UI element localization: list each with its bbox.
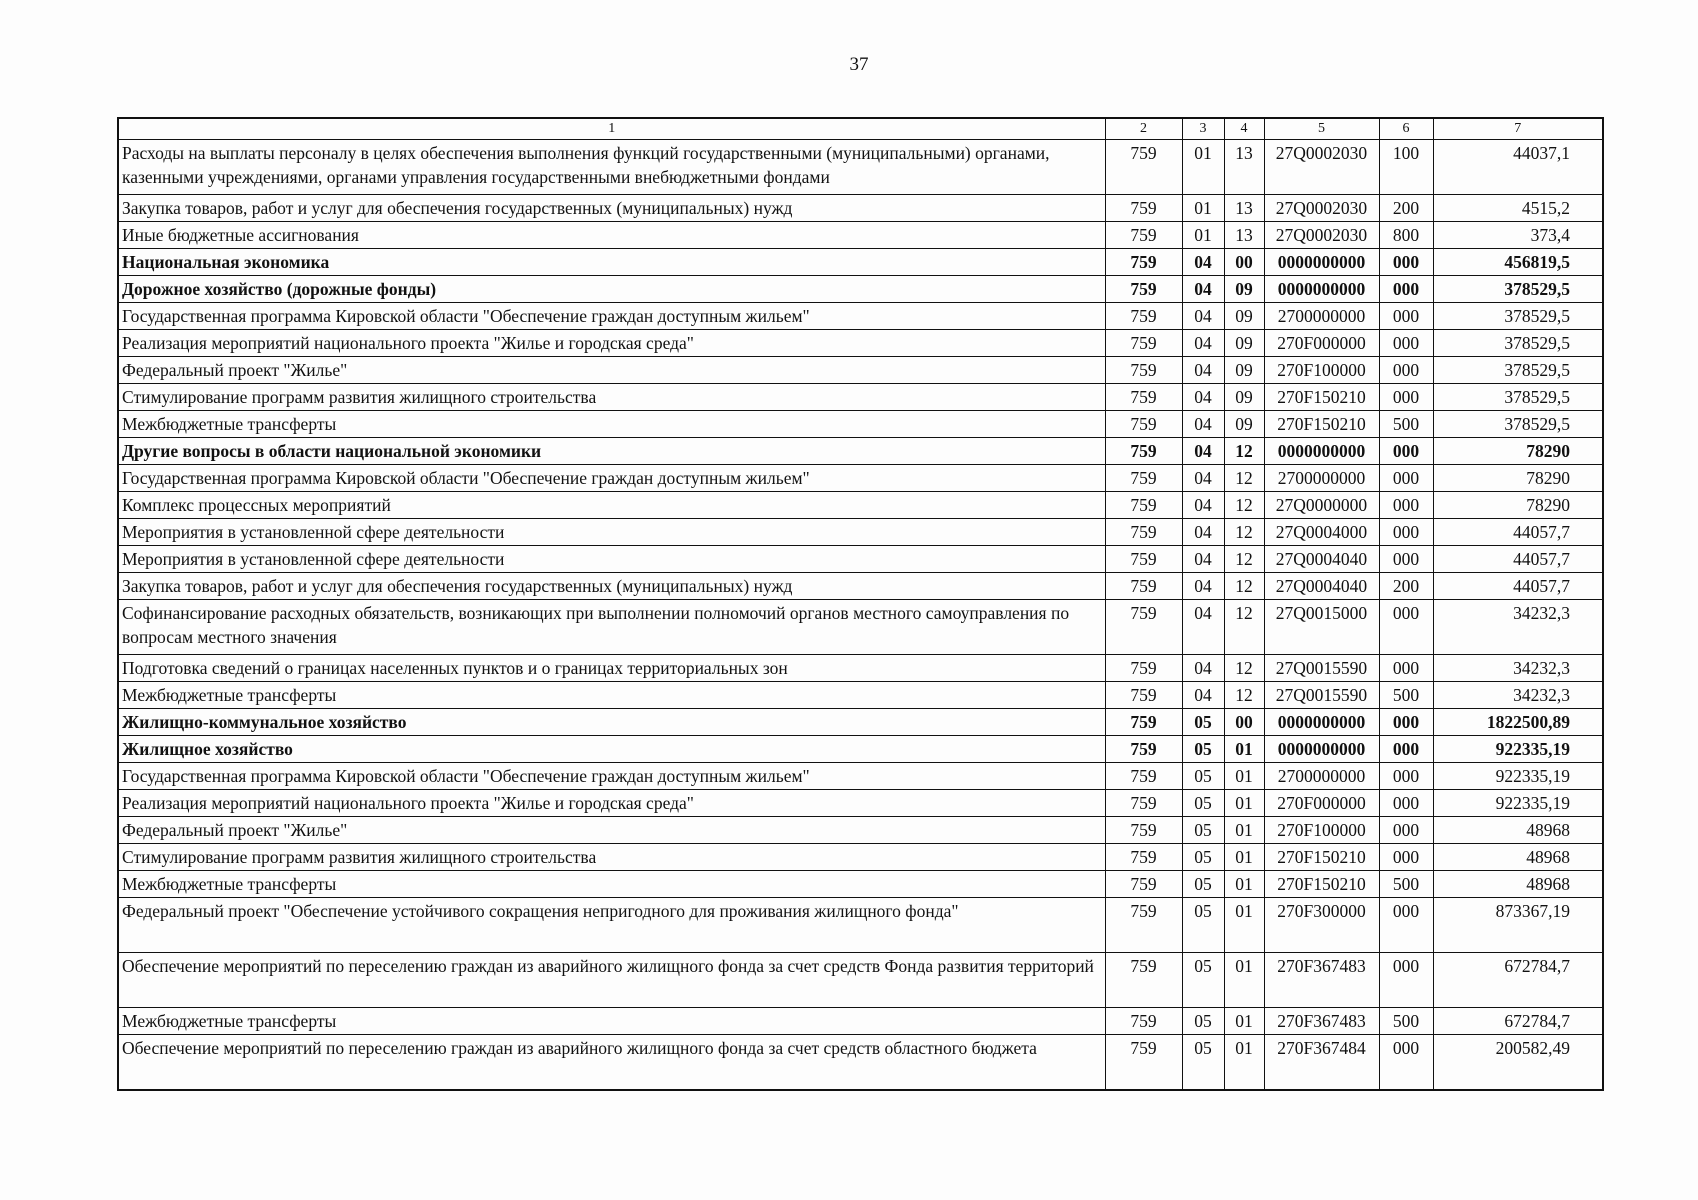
row-col7-cell: 873367,19 xyxy=(1433,898,1603,953)
row-col2-cell: 759 xyxy=(1105,303,1182,330)
header-col-7: 7 xyxy=(1433,118,1603,140)
row-col6-cell: 000 xyxy=(1379,357,1433,384)
table-row xyxy=(118,438,1603,465)
row-col4-cell: 12 xyxy=(1224,682,1264,709)
row-name-cell: Государственная программа Кировской области "Обеспечение граждан доступным жильем" xyxy=(118,465,1105,492)
row-col2-cell: 759 xyxy=(1105,763,1182,790)
row-col5-cell: 270F300000 xyxy=(1264,898,1379,953)
table-row xyxy=(118,817,1603,844)
row-col2-cell: 759 xyxy=(1105,871,1182,898)
row-col5-cell: 0000000000 xyxy=(1264,249,1379,276)
row-name-cell: Комплекс процессных мероприятий xyxy=(118,492,1105,519)
row-col7-cell: 922335,19 xyxy=(1433,736,1603,763)
row-name-cell: Софинансирование расходных обязательств, возникающих при выполнении полномочий органов местного самоуправления по вопросам местного значения xyxy=(118,600,1105,655)
table-row xyxy=(118,655,1603,682)
table-row xyxy=(118,573,1603,600)
row-col3-cell: 05 xyxy=(1182,790,1224,817)
row-name-cell: Расходы на выплаты персоналу в целях обеспечения выполнения функций государственными (муниципальными) органами, казенными учреждениями, органами управления государственными внебюджетными фондами xyxy=(118,140,1105,195)
row-name-cell: Межбюджетные трансферты xyxy=(118,871,1105,898)
row-col5-cell: 27Q0004000 xyxy=(1264,519,1379,546)
row-col4-cell: 12 xyxy=(1224,465,1264,492)
row-col2-cell: 759 xyxy=(1105,682,1182,709)
row-col7-cell: 200582,49 xyxy=(1433,1035,1603,1091)
row-col3-cell: 05 xyxy=(1182,953,1224,1008)
row-col7-cell: 78290 xyxy=(1433,438,1603,465)
row-col3-cell: 04 xyxy=(1182,411,1224,438)
row-col7-cell: 378529,5 xyxy=(1433,276,1603,303)
row-col7-cell: 922335,19 xyxy=(1433,790,1603,817)
table-row xyxy=(118,249,1603,276)
row-col4-cell: 01 xyxy=(1224,736,1264,763)
row-col2-cell: 759 xyxy=(1105,140,1182,195)
row-col7-cell: 34232,3 xyxy=(1433,655,1603,682)
row-col7-cell: 34232,3 xyxy=(1433,682,1603,709)
row-col4-cell: 01 xyxy=(1224,898,1264,953)
header-row xyxy=(118,118,1603,140)
row-col5-cell: 2700000000 xyxy=(1264,465,1379,492)
page-number: 37 xyxy=(849,54,869,75)
row-name-cell: Реализация мероприятий национального проекта "Жилье и городская среда" xyxy=(118,790,1105,817)
budget-table xyxy=(117,117,1604,1091)
table-row xyxy=(118,465,1603,492)
row-col6-cell: 000 xyxy=(1379,953,1433,1008)
table-row xyxy=(118,1008,1603,1035)
row-col4-cell: 09 xyxy=(1224,303,1264,330)
row-col4-cell: 09 xyxy=(1224,330,1264,357)
row-col3-cell: 05 xyxy=(1182,763,1224,790)
row-col2-cell: 759 xyxy=(1105,600,1182,655)
row-col5-cell: 270F000000 xyxy=(1264,330,1379,357)
row-col7-cell: 672784,7 xyxy=(1433,953,1603,1008)
row-col7-cell: 378529,5 xyxy=(1433,357,1603,384)
row-col5-cell: 27Q0015590 xyxy=(1264,682,1379,709)
row-col5-cell: 270F100000 xyxy=(1264,817,1379,844)
row-col6-cell: 000 xyxy=(1379,709,1433,736)
row-col3-cell: 04 xyxy=(1182,655,1224,682)
row-name-cell: Стимулирование программ развития жилищного строительства xyxy=(118,384,1105,411)
row-col3-cell: 04 xyxy=(1182,682,1224,709)
row-col4-cell: 13 xyxy=(1224,195,1264,222)
row-col7-cell: 672784,7 xyxy=(1433,1008,1603,1035)
row-col6-cell: 500 xyxy=(1379,1008,1433,1035)
row-col6-cell: 200 xyxy=(1379,195,1433,222)
row-name-cell: Мероприятия в установленной сфере деятельности xyxy=(118,519,1105,546)
table-row xyxy=(118,276,1603,303)
row-col6-cell: 000 xyxy=(1379,465,1433,492)
table-row xyxy=(118,898,1603,953)
row-col7-cell: 456819,5 xyxy=(1433,249,1603,276)
row-name-cell: Реализация мероприятий национального проекта "Жилье и городская среда" xyxy=(118,330,1105,357)
row-col3-cell: 05 xyxy=(1182,871,1224,898)
row-name-cell: Закупка товаров, работ и услуг для обеспечения государственных (муниципальных) нужд xyxy=(118,573,1105,600)
row-col5-cell: 27Q0004040 xyxy=(1264,546,1379,573)
row-name-cell: Межбюджетные трансферты xyxy=(118,682,1105,709)
row-col4-cell: 13 xyxy=(1224,140,1264,195)
row-col4-cell: 12 xyxy=(1224,546,1264,573)
row-name-cell: Федеральный проект "Жилье" xyxy=(118,357,1105,384)
row-col2-cell: 759 xyxy=(1105,222,1182,249)
table-row xyxy=(118,222,1603,249)
row-name-cell: Межбюджетные трансферты xyxy=(118,1008,1105,1035)
table-body xyxy=(118,140,1603,1091)
row-col6-cell: 000 xyxy=(1379,817,1433,844)
row-col6-cell: 000 xyxy=(1379,492,1433,519)
row-col3-cell: 05 xyxy=(1182,736,1224,763)
row-col5-cell: 270F000000 xyxy=(1264,790,1379,817)
row-col4-cell: 09 xyxy=(1224,411,1264,438)
table-row xyxy=(118,871,1603,898)
row-col3-cell: 04 xyxy=(1182,330,1224,357)
row-col3-cell: 01 xyxy=(1182,140,1224,195)
row-col2-cell: 759 xyxy=(1105,384,1182,411)
row-col3-cell: 04 xyxy=(1182,384,1224,411)
row-col2-cell: 759 xyxy=(1105,953,1182,1008)
table-row xyxy=(118,546,1603,573)
budget-table-container xyxy=(117,117,1602,1091)
row-col5-cell: 27Q0002030 xyxy=(1264,140,1379,195)
row-col7-cell: 373,4 xyxy=(1433,222,1603,249)
row-col5-cell: 2700000000 xyxy=(1264,303,1379,330)
row-col3-cell: 05 xyxy=(1182,844,1224,871)
row-col2-cell: 759 xyxy=(1105,655,1182,682)
table-row xyxy=(118,384,1603,411)
row-col3-cell: 05 xyxy=(1182,709,1224,736)
table-row xyxy=(118,844,1603,871)
row-col2-cell: 759 xyxy=(1105,1035,1182,1091)
table-row xyxy=(118,790,1603,817)
row-col4-cell: 12 xyxy=(1224,438,1264,465)
row-col6-cell: 000 xyxy=(1379,600,1433,655)
row-col3-cell: 04 xyxy=(1182,600,1224,655)
row-col5-cell: 27Q0015590 xyxy=(1264,655,1379,682)
row-col2-cell: 759 xyxy=(1105,330,1182,357)
row-col7-cell: 34232,3 xyxy=(1433,600,1603,655)
row-col6-cell: 500 xyxy=(1379,411,1433,438)
table-row xyxy=(118,682,1603,709)
header-col-2: 2 xyxy=(1105,118,1182,140)
row-col7-cell: 78290 xyxy=(1433,465,1603,492)
row-col6-cell: 000 xyxy=(1379,1035,1433,1091)
row-col7-cell: 78290 xyxy=(1433,492,1603,519)
row-name-cell: Мероприятия в установленной сфере деятельности xyxy=(118,546,1105,573)
row-col5-cell: 2700000000 xyxy=(1264,763,1379,790)
row-col2-cell: 759 xyxy=(1105,573,1182,600)
row-col5-cell: 27Q0000000 xyxy=(1264,492,1379,519)
row-col2-cell: 759 xyxy=(1105,195,1182,222)
row-col2-cell: 759 xyxy=(1105,736,1182,763)
row-col2-cell: 759 xyxy=(1105,709,1182,736)
row-col4-cell: 12 xyxy=(1224,600,1264,655)
row-col5-cell: 0000000000 xyxy=(1264,438,1379,465)
row-col5-cell: 270F150210 xyxy=(1264,411,1379,438)
row-col4-cell: 12 xyxy=(1224,492,1264,519)
header-col-6: 6 xyxy=(1379,118,1433,140)
row-col3-cell: 04 xyxy=(1182,519,1224,546)
row-col4-cell: 09 xyxy=(1224,384,1264,411)
row-col6-cell: 000 xyxy=(1379,763,1433,790)
row-name-cell: Жилищно-коммунальное хозяйство xyxy=(118,709,1105,736)
row-col2-cell: 759 xyxy=(1105,411,1182,438)
row-col3-cell: 04 xyxy=(1182,249,1224,276)
row-col6-cell: 000 xyxy=(1379,249,1433,276)
row-col6-cell: 000 xyxy=(1379,303,1433,330)
table-row xyxy=(118,953,1603,1008)
row-col3-cell: 05 xyxy=(1182,817,1224,844)
header-col-3: 3 xyxy=(1182,118,1224,140)
row-col2-cell: 759 xyxy=(1105,844,1182,871)
row-col6-cell: 000 xyxy=(1379,790,1433,817)
row-col2-cell: 759 xyxy=(1105,249,1182,276)
row-col3-cell: 04 xyxy=(1182,357,1224,384)
row-col6-cell: 000 xyxy=(1379,276,1433,303)
row-col6-cell: 100 xyxy=(1379,140,1433,195)
row-name-cell: Государственная программа Кировской области "Обеспечение граждан доступным жильем" xyxy=(118,303,1105,330)
row-col7-cell: 44057,7 xyxy=(1433,546,1603,573)
row-col4-cell: 01 xyxy=(1224,790,1264,817)
row-col5-cell: 270F367484 xyxy=(1264,1035,1379,1091)
row-col2-cell: 759 xyxy=(1105,492,1182,519)
row-col2-cell: 759 xyxy=(1105,790,1182,817)
table-row xyxy=(118,411,1603,438)
row-col3-cell: 05 xyxy=(1182,1008,1224,1035)
row-col4-cell: 09 xyxy=(1224,357,1264,384)
row-col7-cell: 44037,1 xyxy=(1433,140,1603,195)
row-col2-cell: 759 xyxy=(1105,817,1182,844)
table-row xyxy=(118,709,1603,736)
row-name-cell: Федеральный проект "Обеспечение устойчивого сокращения непригодного для проживания жилищного фонда" xyxy=(118,898,1105,953)
row-col6-cell: 000 xyxy=(1379,330,1433,357)
row-name-cell: Закупка товаров, работ и услуг для обеспечения государственных (муниципальных) нужд xyxy=(118,195,1105,222)
row-col2-cell: 759 xyxy=(1105,357,1182,384)
row-col4-cell: 01 xyxy=(1224,1035,1264,1091)
row-col4-cell: 01 xyxy=(1224,844,1264,871)
row-name-cell: Обеспечение мероприятий по переселению граждан из аварийного жилищного фонда за счет средств областного бюджета xyxy=(118,1035,1105,1091)
row-name-cell: Иные бюджетные ассигнования xyxy=(118,222,1105,249)
row-col7-cell: 922335,19 xyxy=(1433,763,1603,790)
header-col-1: 1 xyxy=(118,118,1105,140)
row-col2-cell: 759 xyxy=(1105,465,1182,492)
row-col3-cell: 04 xyxy=(1182,546,1224,573)
row-name-cell: Государственная программа Кировской области "Обеспечение граждан доступным жильем" xyxy=(118,763,1105,790)
row-col3-cell: 01 xyxy=(1182,195,1224,222)
row-col4-cell: 01 xyxy=(1224,953,1264,1008)
row-col2-cell: 759 xyxy=(1105,546,1182,573)
row-col3-cell: 04 xyxy=(1182,438,1224,465)
row-col4-cell: 01 xyxy=(1224,871,1264,898)
row-col5-cell: 270F367483 xyxy=(1264,1008,1379,1035)
header-col-4: 4 xyxy=(1224,118,1264,140)
table-row xyxy=(118,195,1603,222)
row-name-cell: Стимулирование программ развития жилищного строительства xyxy=(118,844,1105,871)
row-col4-cell: 01 xyxy=(1224,763,1264,790)
row-name-cell: Другие вопросы в области национальной экономики xyxy=(118,438,1105,465)
row-name-cell: Дорожное хозяйство (дорожные фонды) xyxy=(118,276,1105,303)
row-col2-cell: 759 xyxy=(1105,438,1182,465)
row-name-cell: Подготовка сведений о границах населенных пунктов и о границах территориальных зон xyxy=(118,655,1105,682)
row-col3-cell: 05 xyxy=(1182,898,1224,953)
row-col4-cell: 12 xyxy=(1224,655,1264,682)
row-col7-cell: 4515,2 xyxy=(1433,195,1603,222)
row-col7-cell: 48968 xyxy=(1433,871,1603,898)
row-col2-cell: 759 xyxy=(1105,519,1182,546)
row-col5-cell: 270F150210 xyxy=(1264,384,1379,411)
row-col7-cell: 48968 xyxy=(1433,817,1603,844)
row-col3-cell: 04 xyxy=(1182,573,1224,600)
row-col7-cell: 378529,5 xyxy=(1433,411,1603,438)
row-col3-cell: 04 xyxy=(1182,492,1224,519)
row-col4-cell: 01 xyxy=(1224,1008,1264,1035)
row-col6-cell: 000 xyxy=(1379,438,1433,465)
row-col7-cell: 48968 xyxy=(1433,844,1603,871)
table-row xyxy=(118,140,1603,195)
row-col3-cell: 01 xyxy=(1182,222,1224,249)
table-row xyxy=(118,330,1603,357)
row-col5-cell: 0000000000 xyxy=(1264,276,1379,303)
row-col5-cell: 27Q0002030 xyxy=(1264,195,1379,222)
table-row xyxy=(118,736,1603,763)
row-col5-cell: 27Q0002030 xyxy=(1264,222,1379,249)
row-name-cell: Федеральный проект "Жилье" xyxy=(118,817,1105,844)
row-col7-cell: 378529,5 xyxy=(1433,303,1603,330)
row-col6-cell: 000 xyxy=(1379,844,1433,871)
row-col5-cell: 270F150210 xyxy=(1264,844,1379,871)
row-name-cell: Жилищное хозяйство xyxy=(118,736,1105,763)
row-col7-cell: 44057,7 xyxy=(1433,519,1603,546)
row-col6-cell: 800 xyxy=(1379,222,1433,249)
row-col2-cell: 759 xyxy=(1105,898,1182,953)
table-row xyxy=(118,303,1603,330)
row-col7-cell: 378529,5 xyxy=(1433,384,1603,411)
row-col4-cell: 01 xyxy=(1224,817,1264,844)
row-col6-cell: 000 xyxy=(1379,384,1433,411)
row-col6-cell: 000 xyxy=(1379,519,1433,546)
table-row xyxy=(118,492,1603,519)
row-col7-cell: 1822500,89 xyxy=(1433,709,1603,736)
row-col5-cell: 0000000000 xyxy=(1264,709,1379,736)
row-col4-cell: 13 xyxy=(1224,222,1264,249)
table-row xyxy=(118,357,1603,384)
row-col7-cell: 44057,7 xyxy=(1433,573,1603,600)
table-row xyxy=(118,763,1603,790)
row-col4-cell: 12 xyxy=(1224,573,1264,600)
row-col5-cell: 0000000000 xyxy=(1264,736,1379,763)
row-col3-cell: 04 xyxy=(1182,303,1224,330)
row-col5-cell: 27Q0015000 xyxy=(1264,600,1379,655)
row-col4-cell: 00 xyxy=(1224,709,1264,736)
row-col7-cell: 378529,5 xyxy=(1433,330,1603,357)
row-col5-cell: 270F367483 xyxy=(1264,953,1379,1008)
row-name-cell: Национальная экономика xyxy=(118,249,1105,276)
table-row xyxy=(118,519,1603,546)
row-col6-cell: 500 xyxy=(1379,871,1433,898)
row-col2-cell: 759 xyxy=(1105,1008,1182,1035)
row-name-cell: Межбюджетные трансферты xyxy=(118,411,1105,438)
row-col5-cell: 27Q0004040 xyxy=(1264,573,1379,600)
row-col2-cell: 759 xyxy=(1105,276,1182,303)
table-row xyxy=(118,600,1603,655)
row-col3-cell: 04 xyxy=(1182,465,1224,492)
row-col4-cell: 00 xyxy=(1224,249,1264,276)
row-name-cell: Обеспечение мероприятий по переселению граждан из аварийного жилищного фонда за счет средств Фонда развития территорий xyxy=(118,953,1105,1008)
row-col4-cell: 12 xyxy=(1224,519,1264,546)
row-col6-cell: 000 xyxy=(1379,736,1433,763)
row-col5-cell: 270F150210 xyxy=(1264,871,1379,898)
row-col6-cell: 000 xyxy=(1379,898,1433,953)
row-col4-cell: 09 xyxy=(1224,276,1264,303)
row-col3-cell: 04 xyxy=(1182,276,1224,303)
row-col6-cell: 000 xyxy=(1379,655,1433,682)
row-col5-cell: 270F100000 xyxy=(1264,357,1379,384)
row-col3-cell: 05 xyxy=(1182,1035,1224,1091)
row-col6-cell: 200 xyxy=(1379,573,1433,600)
row-col6-cell: 000 xyxy=(1379,546,1433,573)
header-col-5: 5 xyxy=(1264,118,1379,140)
row-col6-cell: 500 xyxy=(1379,682,1433,709)
table-row xyxy=(118,1035,1603,1091)
